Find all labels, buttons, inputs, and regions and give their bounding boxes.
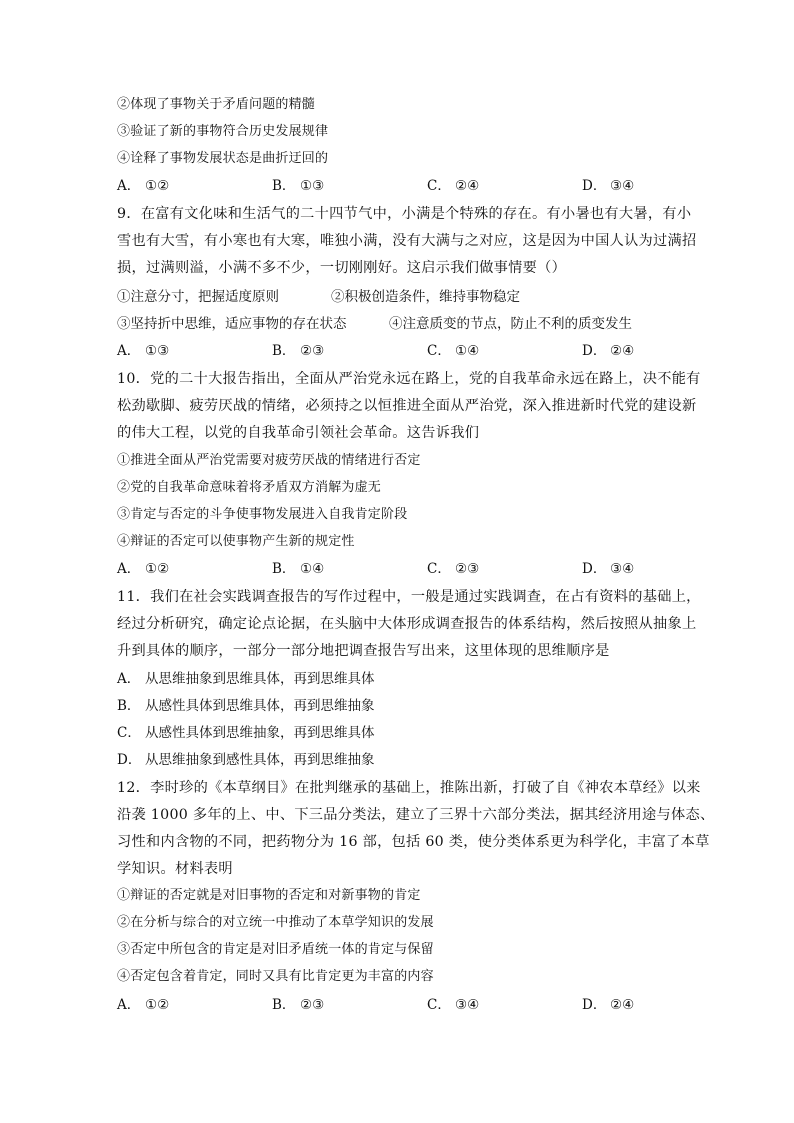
q9-option-d: D． ②④ bbox=[582, 343, 635, 359]
q12-item-3: ③否定中所包含的肯定是对旧矛盾统一体的肯定与保留 bbox=[117, 942, 434, 957]
q10-stem-line-1: 10．党的二十大报告指出，全面从严治党永远在路上，党的自我革命永远在路上，决不能有 bbox=[117, 371, 701, 387]
q9-items-row-1 bbox=[117, 288, 677, 306]
q11-option-a: A． 从思维抽象到思维具体，再到思维具体 bbox=[117, 671, 375, 687]
q10-option-b: B． ①④ bbox=[272, 561, 325, 577]
intro-item-3: ③验证了新的事物符合历史发展规律 bbox=[117, 124, 329, 139]
q11-stem-line-2: 经过分析研究，确定论点论据，在头脑中大体形成调查报告的体系结构，然后按照从抽象上 bbox=[117, 616, 697, 632]
q10-item-2: ②党的自我革命意味着将矛盾双方消解为虚无 bbox=[117, 480, 382, 495]
q9-option-a: A． ①③ bbox=[117, 343, 170, 359]
intro-item-2: ②体现了事物关于矛盾问题的精髓 bbox=[117, 97, 316, 112]
q9-item-3: ③坚持折中思维，适应事物的存在状态 bbox=[117, 316, 347, 332]
q12-option-a: A． ①② bbox=[117, 997, 170, 1013]
q9-item-2: ②积极创造条件，维持事物稳定 bbox=[331, 289, 520, 305]
q12-option-b: B． ②③ bbox=[272, 997, 325, 1013]
q10-options bbox=[117, 560, 677, 578]
q11-option-b: B． 从感性具体到思维具体，再到思维抽象 bbox=[117, 698, 375, 714]
q12-stem-line-1: 12．李时珍的《本草纲目》在批判继承的基础上，推陈出新，打破了自《神农本草经》以来 bbox=[117, 780, 701, 796]
q12-item-1: ①辩证的否定就是对旧事物的否定和对新事物的肯定 bbox=[117, 888, 421, 903]
q11-stem-line-3: 升到具体的顺序，一部分一部分地把调查报告写出来，这里体现的思维顺序是 bbox=[117, 643, 610, 659]
intro-options bbox=[117, 177, 677, 195]
q9-stem-line-3: 损，过满则溢，小满不多不少，一切刚刚好。这启示我们做事情要（） bbox=[117, 260, 567, 276]
q9-item-4: ④注意质变的节点，防止不利的质变发生 bbox=[389, 316, 632, 332]
q9-option-c: C． ①④ bbox=[427, 343, 480, 359]
q9-items-row-2 bbox=[117, 315, 677, 333]
q9-option-b: B． ②③ bbox=[272, 343, 325, 359]
q11-stem-line-1: 11．我们在社会实践调查报告的写作过程中，一般是通过实践调查，在占有资料的基础上， bbox=[117, 589, 701, 605]
q12-option-c: C． ③④ bbox=[427, 997, 480, 1013]
q10-item-1: ①推进全面从严治党需要对疲劳厌战的情绪进行否定 bbox=[117, 453, 421, 468]
q11-option-d: D． 从思维抽象到感性具体，再到思维抽象 bbox=[117, 752, 375, 768]
q10-stem-line-2: 松劲歇脚、疲劳厌战的情绪，必须持之以恒推进全面从严治党，深入推进新时代党的建设新 bbox=[117, 398, 697, 414]
q12-stem-line-2: 沿袭 1000 多年的上、中、下三品分类法，建立了三界十六部分类法，据其经济用途与体态、 bbox=[117, 807, 715, 823]
q10-item-4: ④辩证的否定可以使事物产生新的规定性 bbox=[117, 534, 355, 549]
q12-stem-line-3: 习性和内含物的不同，把药物分为 16 部，包括 60 类，使分类体系更为科学化，丰富了本草 bbox=[117, 834, 710, 850]
intro-option-b: B． ①③ bbox=[272, 178, 325, 194]
q10-option-c: C． ②③ bbox=[427, 561, 480, 577]
q9-stem-line-2: 雪也有大雪，有小寒也有大寒，唯独小满，没有大满与之对应，这是因为中国人认为过满招 bbox=[117, 233, 697, 249]
intro-option-c: C． ②④ bbox=[427, 178, 480, 194]
q9-item-1: ①注意分寸，把握适度原则 bbox=[117, 289, 279, 305]
intro-item-4: ④诠释了事物发展状态是曲折迂回的 bbox=[117, 151, 329, 166]
q12-item-4: ④否定包含着肯定，同时又具有比肯定更为丰富的内容 bbox=[117, 969, 434, 984]
q10-option-d: D． ③④ bbox=[582, 561, 635, 577]
q10-option-a: A． ①② bbox=[117, 561, 170, 577]
q10-item-3: ③肯定与否定的斗争使事物发展进入自我肯定阶段 bbox=[117, 507, 408, 522]
q12-stem-line-4: 学知识。材料表明 bbox=[117, 861, 233, 877]
q9-options bbox=[117, 342, 677, 360]
q10-stem-line-3: 的伟大工程，以党的自我革命引领社会革命。这告诉我们 bbox=[117, 425, 480, 441]
q12-item-2: ②在分析与综合的对立统一中推动了本草学知识的发展 bbox=[117, 915, 434, 930]
q9-stem-line-1: 9．在富有文化味和生活气的二十四节气中，小满是个特殊的存在。有小暑也有大暑，有小 bbox=[117, 206, 692, 222]
intro-option-d: D． ③④ bbox=[582, 178, 635, 194]
intro-option-a: A． ①② bbox=[117, 178, 170, 194]
q11-option-c: C． 从感性具体到思维抽象，再到思维具体 bbox=[117, 725, 375, 741]
q12-option-d: D． ②④ bbox=[582, 997, 635, 1013]
q12-options bbox=[117, 996, 677, 1014]
